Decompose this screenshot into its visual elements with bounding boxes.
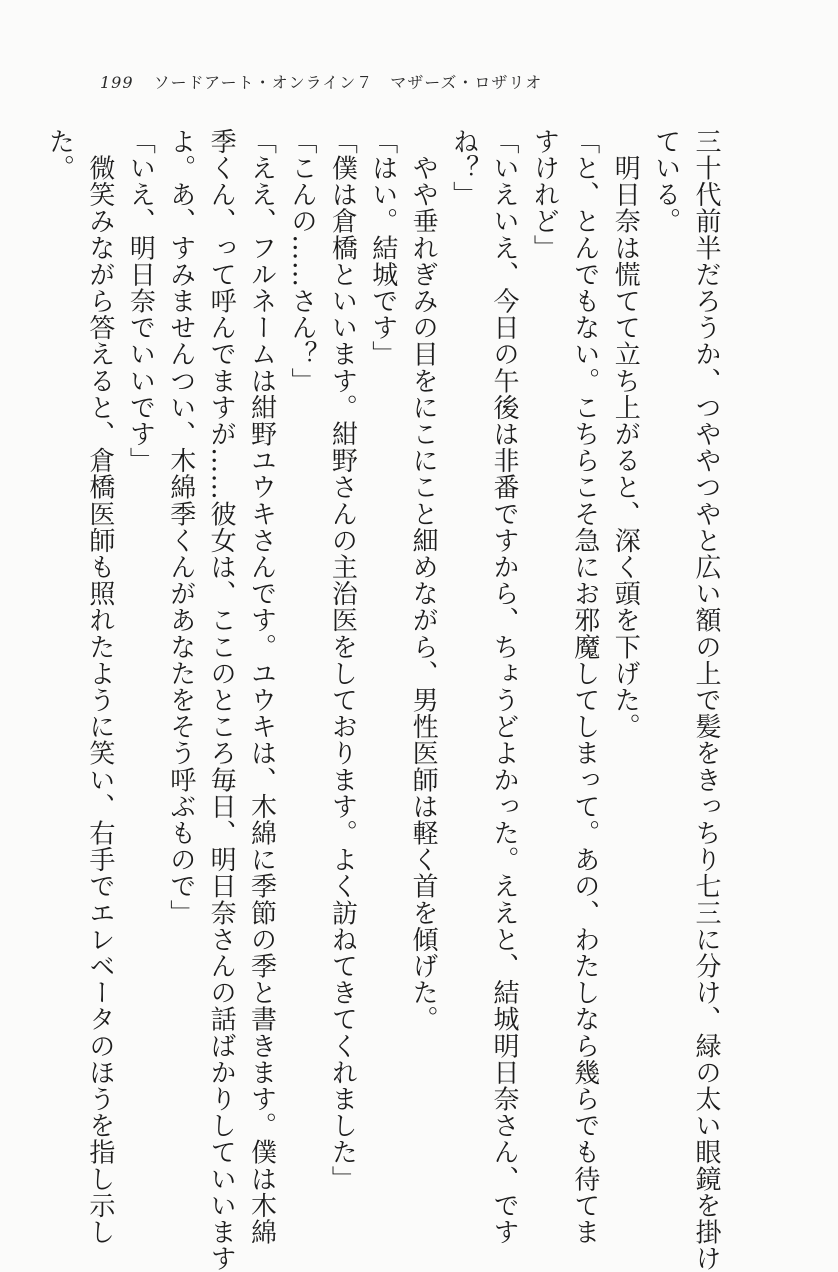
text-line: やや垂れぎみの目をにこにこと細めながら、男性医師は軽く首を傾げた。 <box>408 128 439 1033</box>
text-line: 「はい。結城です」 <box>367 128 398 368</box>
text-line: 明日奈は慌てて立ち上がると、深く頭を下げた。 <box>610 128 641 740</box>
text-line: 「僕は倉橋といいます。紺野さんの主治医をしております。よく訪ねてきてくれました」 <box>327 128 358 1192</box>
vertical-body-text <box>44 128 726 1272</box>
text-line: ている。 <box>650 128 681 235</box>
text-line: 季くん、って呼んでますが……彼女は、ここのところ毎日、明日奈さんの話ばかりしていいます <box>206 128 237 1272</box>
text-line: 微笑みながら答えると、倉橋医師も照れたように笑い、右手でエレベータのほうを指し示し <box>84 128 115 1246</box>
text-line: 「ええ、フルネームは紺野ユウキさんです。ユウキは、木綿に季節の季と書きます。僕は木綿 <box>246 128 277 1246</box>
running-header <box>100 70 542 93</box>
page-number: 199 <box>100 73 134 92</box>
text-line: 「こんの……さん？」 <box>286 128 317 394</box>
text-line: すけれど」 <box>529 128 560 261</box>
text-line: ね？」 <box>448 128 479 208</box>
text-line: 「いえいえ、今日の午後は非番ですから、ちょうどよかった。ええと、結城明日奈さん、です <box>488 128 519 1246</box>
text-line: た。 <box>44 128 75 182</box>
text-line: 「いえ、明日奈でいいです」 <box>125 128 156 474</box>
text-line: 三十代前半だろうか、つややつやと広い額の上で髪をきっちり七三に分け、緑の太い眼鏡を掛け <box>691 128 721 1272</box>
text-line: 「と、とんでもない。こちらこそ急にお邪魔してしまって。あの、わたしなら幾らでも待てま <box>569 128 600 1246</box>
text-line: よ。あ、すみませんつい、木綿季くんがあなたをそう呼ぶもので」 <box>165 128 196 926</box>
running-title: ソードアート・オンライン７ マザーズ・ロザリオ <box>153 73 543 92</box>
